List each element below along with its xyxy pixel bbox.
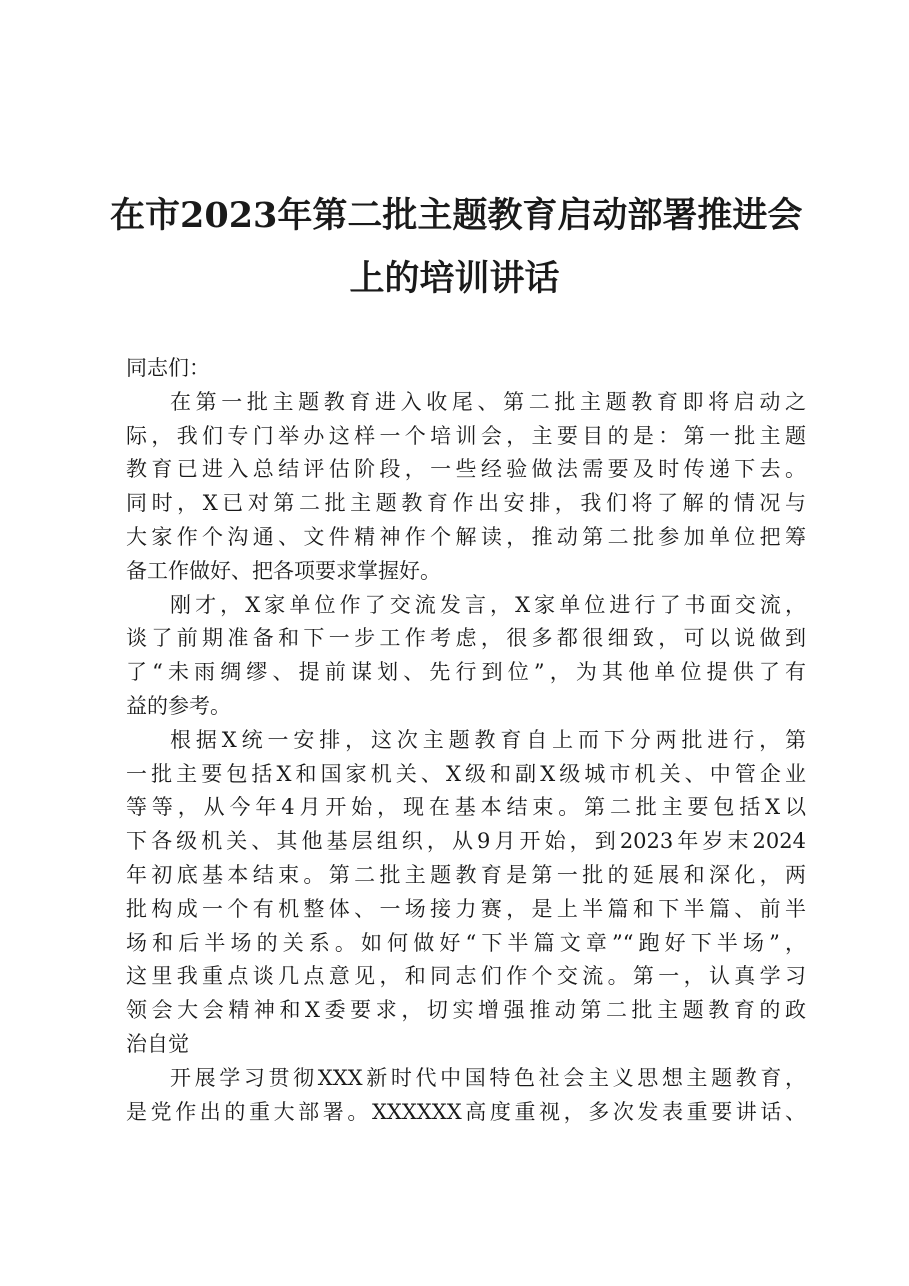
paragraph-line: 备工作做好、把各项要求掌握好。: [126, 558, 441, 583]
salutation: 同志们：: [126, 356, 210, 380]
document-title-line-1: 在市2023年第二批主题教育启动部署推进会: [110, 195, 803, 236]
paragraph-line: 谈了前期准备和下一步工作考虑，很多都很细致，可以说做到: [126, 626, 806, 651]
paragraph-line: 这里我重点谈几点意见，和同志们作个交流。第一，认真学习: [126, 964, 806, 989]
document-title-line-2: 上的培训讲话: [349, 258, 560, 299]
paragraph-line: 际，我们专门举办这样一个培训会，主要目的是：第一批主题: [126, 423, 806, 448]
paragraph-line: 是党作出的重大部署。XXXXXX高度重视，多次发表重要讲话、: [126, 1099, 806, 1124]
paragraph-line: 大家作个沟通、文件精神作个解读，推动第二批参加单位把筹: [126, 524, 806, 549]
paragraph-line: 开展学习贯彻XXX新时代中国特色社会主义思想主题教育，: [170, 1065, 806, 1090]
paragraph-line: 治自觉: [126, 1031, 189, 1056]
paragraph-line: 教育已进入总结评估阶段，一些经验做法需要及时传递下去。: [126, 457, 806, 482]
paragraph-line: 一批主要包括X和国家机关、X级和副X级城市机关、中管企业: [126, 761, 806, 786]
paragraph-line: 等等，从今年4月开始，现在基本结束。第二批主要包括X以: [126, 795, 806, 820]
paragraph-line: 年初底基本结束。第二批主题教育是第一批的延展和深化，两: [126, 862, 806, 887]
paragraph-line: 了“未雨绸缪、提前谋划、先行到位”，为其他单位提供了有: [126, 660, 806, 685]
paragraph-line: 益的参考。: [126, 693, 231, 718]
paragraph-line: 同时，X已对第二批主题教育作出安排，我们将了解的情况与: [126, 491, 806, 516]
paragraph-line: 领会大会精神和X委要求，切实增强推动第二批主题教育的政: [126, 998, 806, 1023]
paragraph-line: 在第一批主题教育进入收尾、第二批主题教育即将启动之: [170, 389, 806, 414]
document-body: [126, 352, 806, 1129]
paragraph-line: 场和后半场的关系。如何做好“下半篇文章”“跑好下半场”，: [126, 930, 806, 955]
paragraph-line: 下各级机关、其他基层组织，从9月开始，到2023年岁末2024: [126, 829, 806, 854]
paragraph-line: 批构成一个有机整体、一场接力赛，是上半篇和下半篇、前半: [126, 896, 806, 921]
paragraph-line: 刚才，X家单位作了交流发言，X家单位进行了书面交流，: [170, 592, 806, 617]
paragraph-line: 根据X统一安排，这次主题教育自上而下分两批进行，第: [170, 727, 806, 752]
